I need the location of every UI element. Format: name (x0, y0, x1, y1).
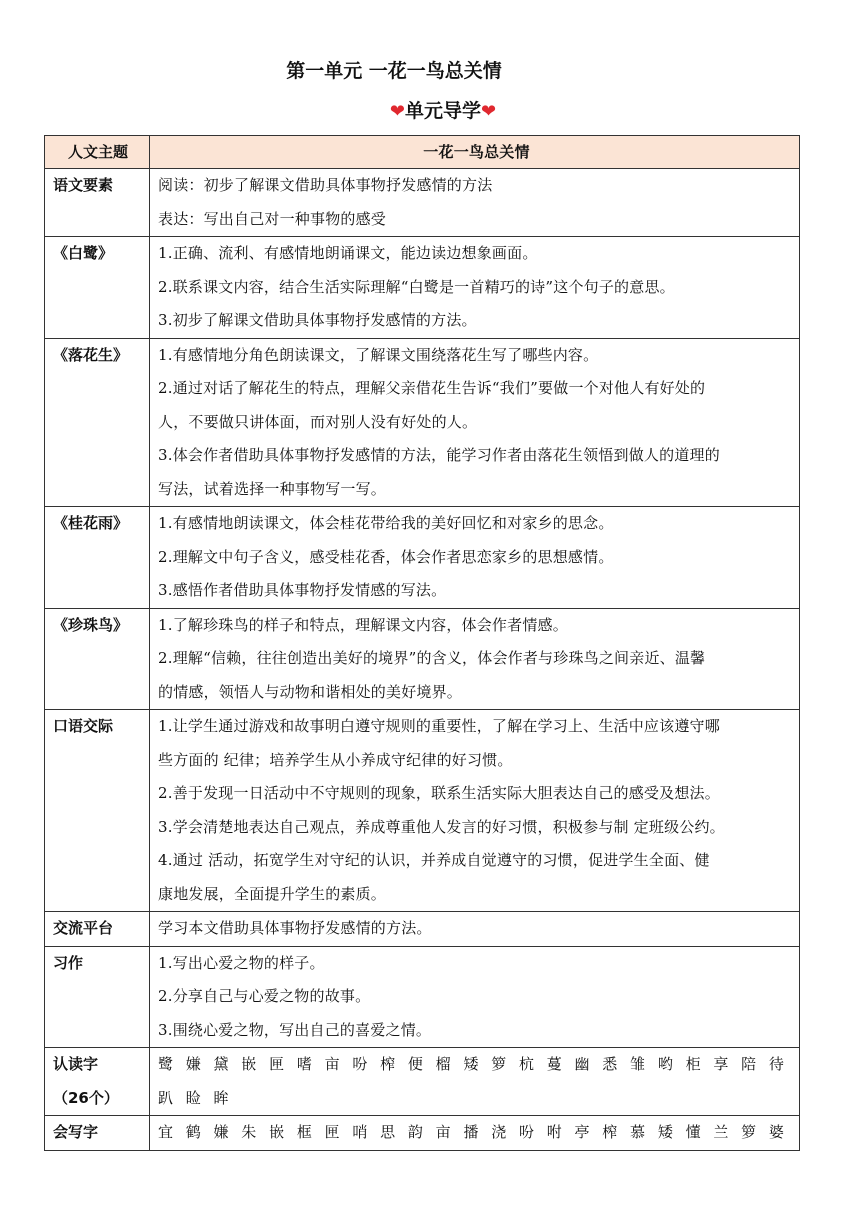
content-line: 3.围绕心爱之物，写出自己的喜爱之情。 (158, 1020, 432, 1039)
content-line: 宜 鹤 嫌 朱 嵌 框 匣 哨 思 韵 亩 播 浇 吩 咐 亭 榨 慕 矮 懂 兰 箩 婆 (158, 1123, 786, 1141)
content-line: 3.感悟作者借助具体事物抒发情感的写法。 (158, 581, 447, 599)
content-line: 2.通过对话了解花生的特点，理解父亲借花生告诉“我们”要做一个对他人有好处的 (158, 379, 706, 397)
content-line: 3.体会作者借助具体事物抒发感情的方法，能学习作者由落花生领悟到做人的道理的 (158, 446, 720, 464)
content-line: 的情感，领悟人与动物和谐相处的美好境界。 (158, 682, 463, 701)
table-row (45, 912, 800, 947)
heart-icon: ❤ (481, 101, 497, 122)
table-row (45, 338, 800, 507)
content-line: 康地发展，全面提升学生的素质。 (158, 884, 387, 903)
table-row (45, 1048, 800, 1116)
row-label-cell: 语文要素 (45, 169, 150, 237)
row-label-cell: 《白鹭》 (45, 237, 150, 339)
table-row (45, 1116, 800, 1151)
header-value-cell: 一花一鸟总关情 (150, 136, 800, 169)
header-label-cell: 人文主题 (45, 136, 150, 169)
row-label-cell: 口语交际 (45, 710, 150, 912)
content-line: 1.写出心爱之物的样子。 (158, 953, 325, 972)
row-content-cell (150, 608, 800, 710)
table-row (45, 237, 800, 339)
heart-icon: ❤ (389, 101, 405, 122)
section-subtitle (0, 96, 860, 123)
content-line: 些方面的 纪律；培养学生从小养成守纪律的好习惯。 (158, 750, 513, 769)
content-line: 1.了解珍珠鸟的样子和特点，理解课文内容，体会作者情感。 (158, 615, 568, 634)
page-title: 第一单元 一花一鸟总关情 (286, 60, 502, 82)
table-row (45, 946, 800, 1048)
content-line: 1.正确、流利、有感情地朗诵课文，能边读边想象画面。 (158, 244, 538, 262)
row-content-cell (150, 1116, 800, 1151)
row-content-cell (150, 1048, 800, 1116)
content-line: 4.通过 活动，拓宽学生对守纪的认识，并养成自觉遵守的习惯，促进学生全面、健 (158, 851, 710, 869)
row-content-cell (150, 169, 800, 237)
content-line: 1.有感情地朗读课文，体会桂花带给我的美好回忆和对家乡的思念。 (158, 514, 614, 532)
row-label-cell: 《桂花雨》 (45, 507, 150, 609)
row-label-cell: 习作 (45, 946, 150, 1048)
content-line: 2.分享自己与心爱之物的故事。 (158, 987, 371, 1005)
table-row (45, 710, 800, 912)
content-line: 3.学会清楚地表达自己观点，养成尊重他人发言的好习惯，积极参与制 定班级公约。 (158, 817, 725, 836)
row-content-cell (150, 338, 800, 507)
row-content-cell (150, 507, 800, 609)
row-label-cell: 交流平台 (45, 912, 150, 947)
content-line: 阅读：初步了解课文借助具体事物抒发感情的方法 (158, 176, 493, 194)
subtitle-text: 单元导学 (404, 100, 481, 122)
content-line: 2.联系课文内容，结合生活实际理解“白鹭是一首精巧的诗”这个句子的意思。 (158, 277, 675, 296)
content-line: 2.理解“信赖，往往创造出美好的境界”的含义，体会作者与珍珠鸟之间亲近、温馨 (158, 649, 706, 667)
content-line: 2.善于发现一日活动中不守规则的现象，联系生活实际大胆表达自己的感受及想法。 (158, 784, 720, 802)
content-line: 2.理解文中句子含义，感受桂花香，体会作者思恋家乡的思想感情。 (158, 547, 614, 566)
row-label: （26个） (53, 1088, 119, 1107)
row-label-cell: 会写字 (45, 1116, 150, 1151)
content-line: 表达：写出自己对一种事物的感受 (158, 209, 387, 228)
row-label-cell (45, 1048, 150, 1116)
content-line: 学习本文借助具体事物抒发感情的方法。 (158, 919, 432, 937)
row-content-cell (150, 912, 800, 947)
content-line: 趴 睑 眸 (158, 1088, 231, 1107)
table-header-row (45, 136, 800, 169)
row-content-cell (150, 946, 800, 1048)
table-row (45, 169, 800, 237)
table-row (45, 507, 800, 609)
row-label-cell: 《珍珠鸟》 (45, 608, 150, 710)
content-line: 写法，试着选择一种事物写一写。 (158, 479, 387, 498)
row-label-cell: 《落花生》 (45, 338, 150, 507)
row-content-cell (150, 237, 800, 339)
content-line: 1.有感情地分角色朗读课文，了解课文围绕落花生写了哪些内容。 (158, 345, 599, 364)
unit-guide-table (44, 135, 800, 1151)
row-content-cell (150, 710, 800, 912)
table-row (45, 608, 800, 710)
content-line: 3.初步了解课文借助具体事物抒发感情的方法。 (158, 311, 477, 329)
content-line: 人，不要做只讲体面，而对别人没有好处的人。 (158, 412, 478, 431)
content-line: 1.让学生通过游戏和故事明白遵守规则的重要性，了解在学习上、生活中应该遵守哪 (158, 717, 720, 735)
content-line: 鹭 嫌 黛 嵌 匣 嗜 亩 吩 榨 便 榴 矮 箩 杭 蔓 幽 悉 雏 哟 柜 享 陪 待 (158, 1055, 786, 1073)
row-label: 认读字 (53, 1055, 99, 1073)
